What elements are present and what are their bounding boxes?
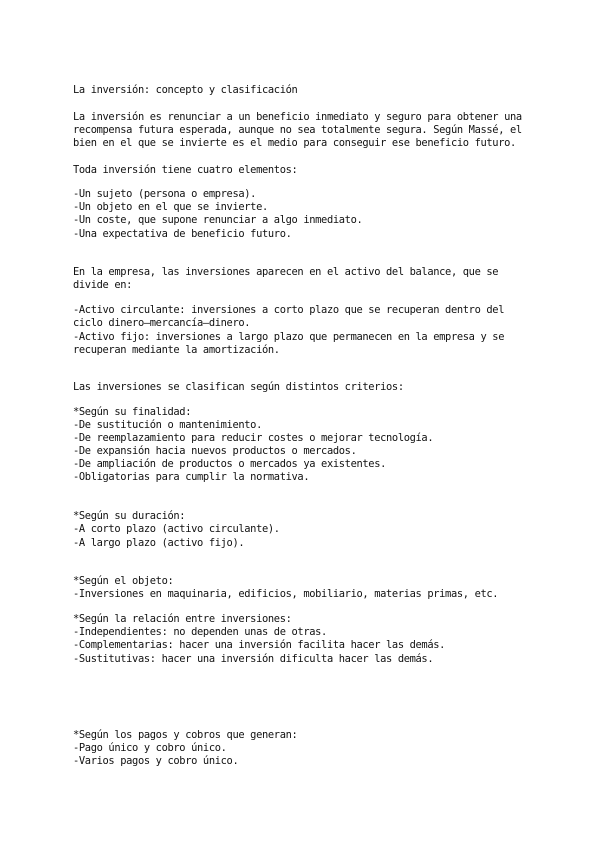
relacion-item: -Sustitutivas: hacer una inversión dificulta hacer las demás. bbox=[73, 653, 434, 665]
relacion-heading: *Según la relación entre inversiones: bbox=[73, 613, 292, 625]
document-title: La inversión: concepto y clasificación bbox=[73, 84, 298, 96]
finalidad-item: -De sustitución o mantenimiento. bbox=[73, 419, 262, 431]
finalidad-item: -De reemplazamiento para reducir costes o mejorar tecnología. bbox=[73, 432, 434, 444]
duracion-heading: *Según su duración: bbox=[73, 510, 186, 522]
finalidad-heading: *Según su finalidad: bbox=[73, 406, 192, 418]
duracion-item: -A corto plazo (activo circulante). bbox=[73, 523, 280, 535]
element-item: -Un objeto en el que se invierte. bbox=[73, 201, 268, 213]
relacion-item: -Independientes: no dependen unas de otras. bbox=[73, 626, 327, 638]
finalidad-item: -De expansión hacia nuevos productos o mercados. bbox=[73, 445, 357, 457]
duracion-item: -A largo plazo (activo fijo). bbox=[73, 537, 245, 549]
pagos-item: -Varios pagos y cobro único. bbox=[73, 755, 239, 767]
element-item: -Una expectativa de beneficio futuro. bbox=[73, 228, 292, 240]
balance-intro-line: En la empresa, las inversiones aparecen en el activo del balance, que se bbox=[73, 266, 499, 278]
pagos-item: -Pago único y cobro único. bbox=[73, 742, 227, 754]
objeto-item: -Inversiones en maquinaria, edificios, mobiliario, materias primas, etc. bbox=[73, 588, 499, 600]
activo-line: ciclo dinero–mercancía–dinero. bbox=[73, 317, 251, 329]
balance-intro-line: divide en: bbox=[73, 279, 133, 291]
element-item: -Un sujeto (persona o empresa). bbox=[73, 188, 257, 200]
finalidad-item: -Obligatorias para cumplir la normativa. bbox=[73, 471, 310, 483]
activo-line: recuperan mediante la amortización. bbox=[73, 344, 280, 356]
activo-line: -Activo fijo: inversiones a largo plazo que permanecen en la empresa y se bbox=[73, 331, 505, 343]
criteria-heading: Las inversiones se clasifican según distintos criterios: bbox=[73, 381, 404, 393]
objeto-heading: *Según el objeto: bbox=[73, 575, 174, 587]
finalidad-item: -De ampliación de productos o mercados ya existentes. bbox=[73, 458, 387, 470]
relacion-item: -Complementarias: hacer una inversión facilita hacer las demás. bbox=[73, 639, 446, 651]
intro-line: bien en el que se invierte es el medio para conseguir ese beneficio futuro. bbox=[73, 137, 516, 149]
elements-heading: Toda inversión tiene cuatro elementos: bbox=[73, 164, 298, 176]
activo-line: -Activo circulante: inversiones a corto plazo que se recuperan dentro del bbox=[73, 304, 505, 316]
element-item: -Un coste, que supone renunciar a algo inmediato. bbox=[73, 214, 363, 226]
intro-line: La inversión es renunciar a un beneficio inmediato y seguro para obtener una bbox=[73, 111, 522, 123]
intro-line: recompensa futura esperada, aunque no sea totalmente segura. Según Massé, el bbox=[73, 124, 522, 136]
pagos-heading: *Según los pagos y cobros que generan: bbox=[73, 729, 298, 741]
